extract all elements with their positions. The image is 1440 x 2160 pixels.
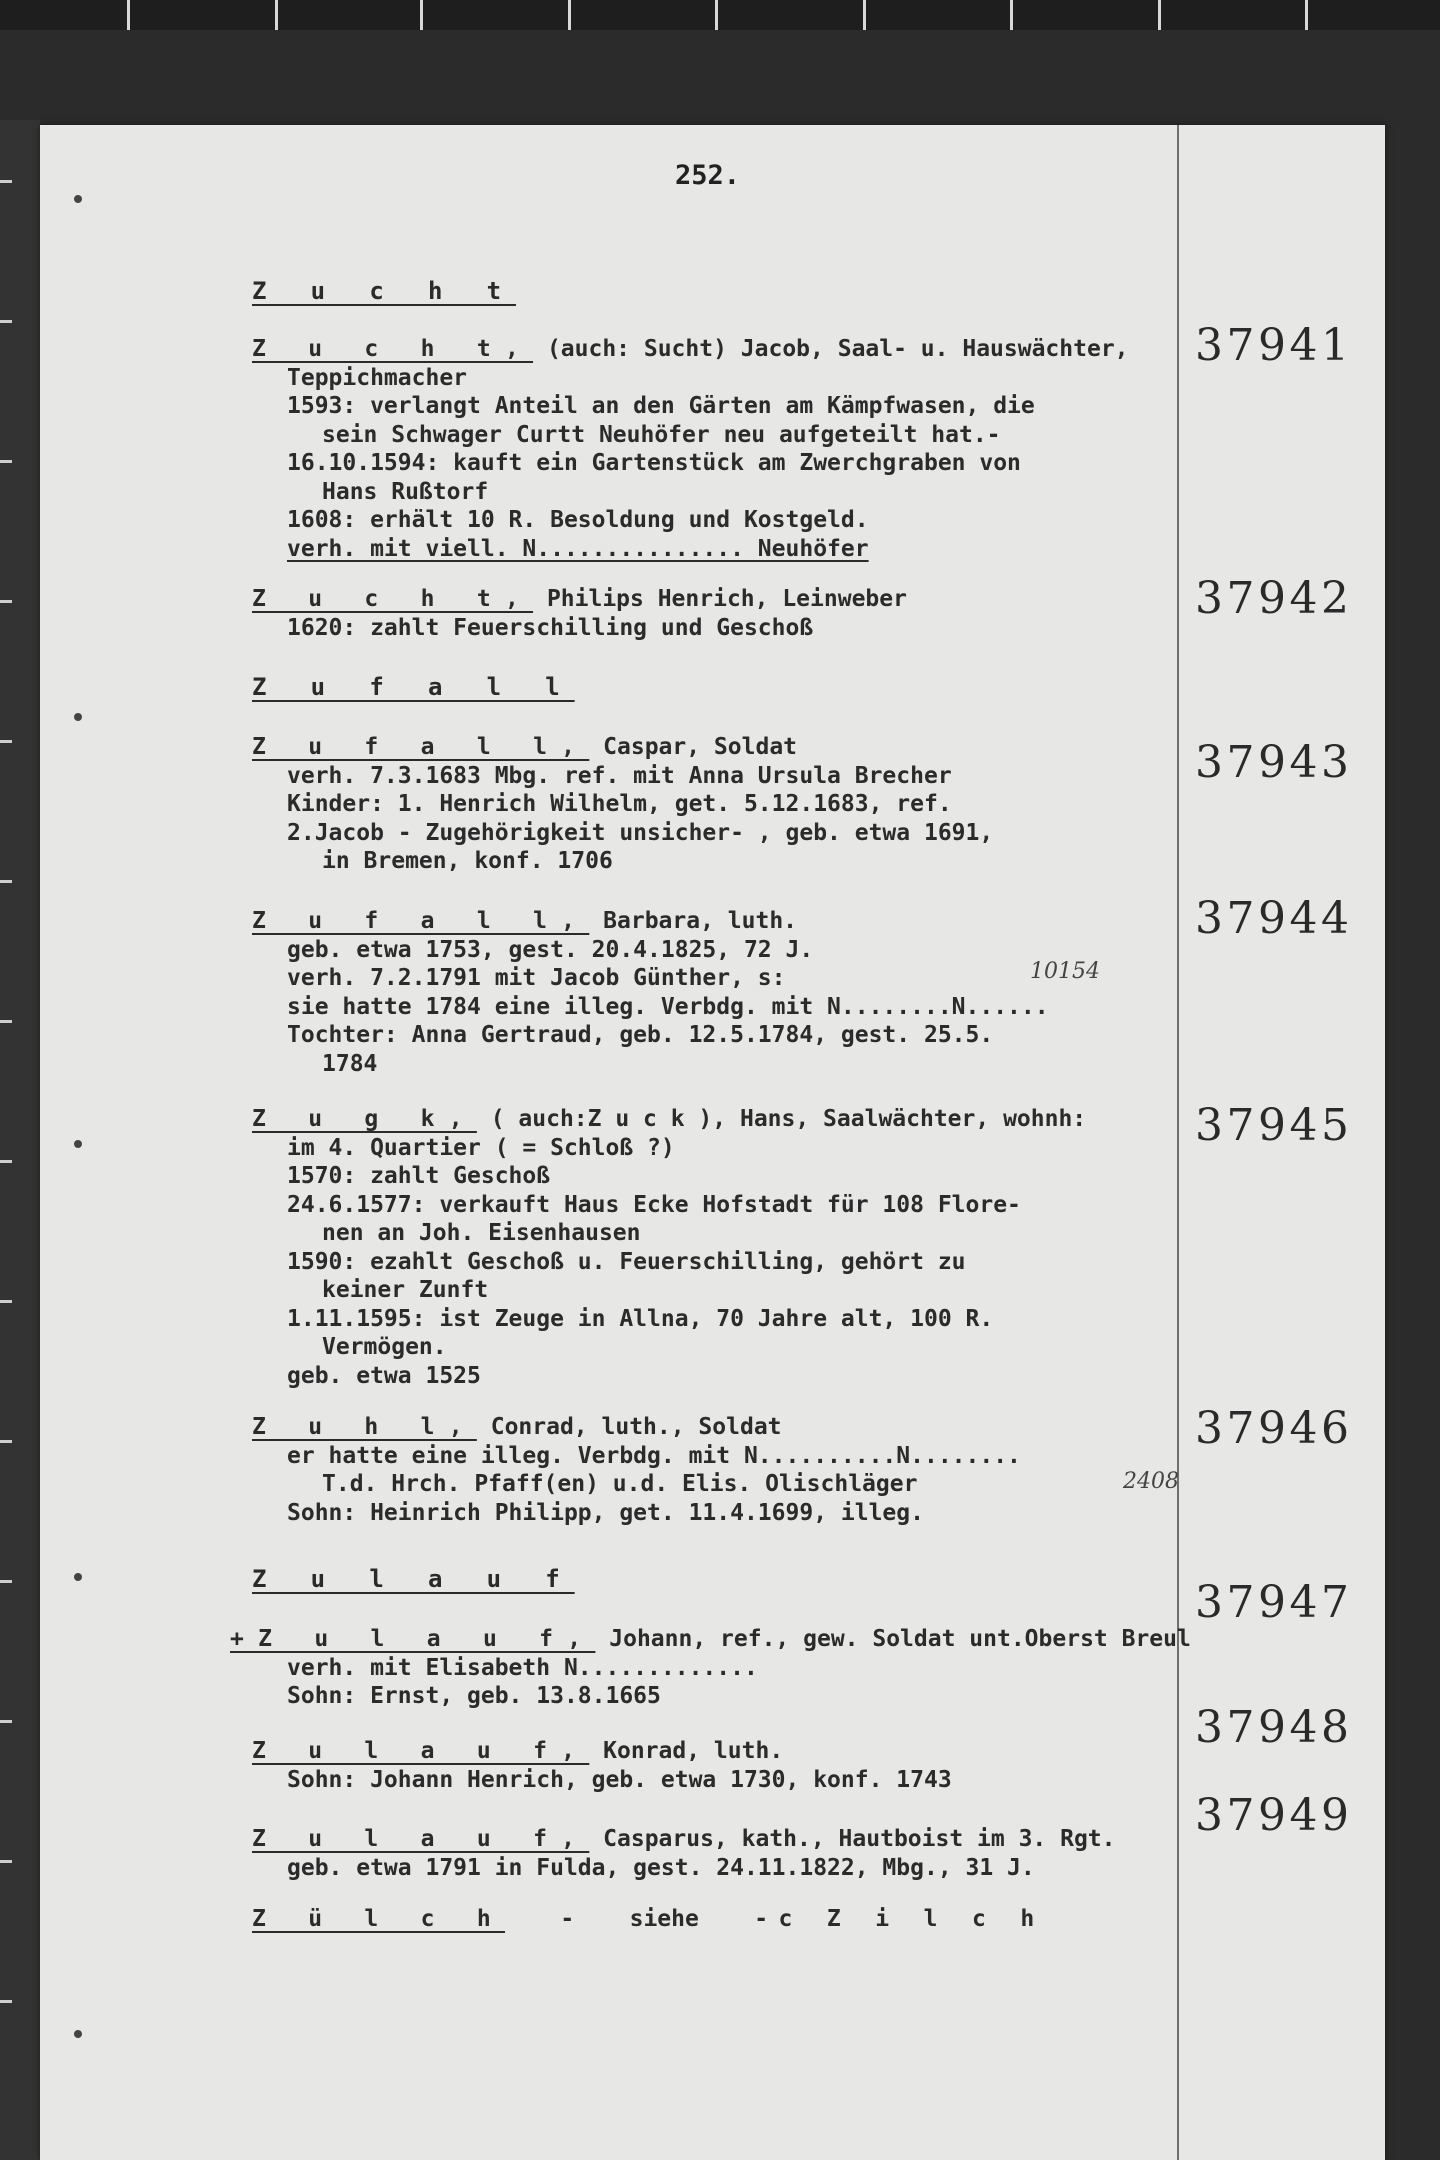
entry-line: geb. etwa 1791 in Fulda, gest. 24.11.1822, Mbg., 31 J. bbox=[287, 1854, 1035, 1881]
entry-name: Z u f a l l, bbox=[252, 734, 590, 760]
entry-line: Konrad, luth. bbox=[603, 1738, 784, 1764]
entry-line: Conrad, luth., Soldat bbox=[490, 1414, 782, 1440]
film-top-strip bbox=[0, 0, 1440, 30]
entry-37947 bbox=[230, 1625, 1230, 1711]
entry-line: geb. etwa 1525 bbox=[287, 1362, 481, 1389]
entry-line: ( auch:Z u c k ), Hans, Saalwächter, wohnh: bbox=[490, 1106, 1087, 1132]
entry-37942 bbox=[252, 585, 1252, 642]
entry-line: 1590: ezahlt Geschoß u. Feuerschilling, gehört zu bbox=[287, 1248, 966, 1275]
entry-line: 24.6.1577: verkauft Haus Ecke Hofstadt für 108 Flore- bbox=[287, 1191, 1021, 1218]
see-also-line bbox=[252, 1905, 1252, 1934]
entry-number: 37948 bbox=[1195, 1702, 1353, 1753]
entry-name: Z u g k, bbox=[252, 1106, 477, 1132]
film-mark bbox=[0, 1440, 12, 1443]
entry-line: 1.11.1595: ist Zeuge in Allna, 70 Jahre alt, 100 R. bbox=[287, 1305, 994, 1332]
entry-number: 37942 bbox=[1195, 573, 1353, 624]
entry-number: 37949 bbox=[1195, 1790, 1353, 1841]
entry-number: 37945 bbox=[1195, 1100, 1353, 1151]
entry-line: verh. 7.2.1791 mit Jacob Günther, s: bbox=[287, 965, 786, 991]
see-also-name: Z ü l c h bbox=[252, 1906, 505, 1932]
film-left-edge bbox=[0, 120, 40, 2160]
film-tick bbox=[127, 0, 130, 30]
entry-number: 37941 bbox=[1195, 320, 1353, 371]
entry-line: Philips Henrich, Leinweber bbox=[546, 586, 907, 612]
handwritten-annotation: 2408 bbox=[1123, 1469, 1179, 1494]
entry-line: Sohn: Ernst, geb. 13.8.1665 bbox=[287, 1683, 661, 1709]
entry-37949 bbox=[252, 1825, 1252, 1882]
entry-line: 1608: erhält 10 R. Besoldung und Kostgeld. bbox=[287, 507, 869, 533]
entry-37946 bbox=[252, 1413, 1252, 1527]
film-mark bbox=[0, 1020, 12, 1023]
entry-line: 2.Jacob - Zugehörigkeit unsicher- , geb. etwa 1691, bbox=[287, 819, 994, 846]
film-tick bbox=[715, 0, 718, 30]
entry-number: 37943 bbox=[1195, 737, 1353, 788]
punch-hole bbox=[74, 713, 82, 721]
film-mark bbox=[0, 1300, 12, 1303]
section-header: Z u c h t bbox=[252, 277, 516, 305]
entry-line: geb. etwa 1753, gest. 20.4.1825, 72 J. bbox=[287, 936, 814, 963]
film-tick bbox=[1010, 0, 1013, 30]
entry-line: Hans Rußtorf bbox=[322, 478, 489, 505]
entry-line: Sohn: Heinrich Philipp, get. 11.4.1699, illeg. bbox=[287, 1499, 924, 1526]
entry-number: 37946 bbox=[1195, 1403, 1353, 1454]
see-also-word: siehe bbox=[629, 1906, 699, 1932]
entry-line: Sohn: Johann Henrich, geb. etwa 1730, konf. 1743 bbox=[287, 1766, 952, 1793]
entry-line: sein Schwager Curtt Neuhöfer neu aufgeteilt hat.- bbox=[322, 421, 1001, 448]
page-number: 252. bbox=[675, 160, 741, 191]
punch-hole bbox=[74, 195, 82, 203]
entry-line: verh. mit viell. N............... Neuhöfer bbox=[287, 535, 869, 562]
entry-line: er hatte eine illeg. Verbdg. mit N..........N........ bbox=[287, 1442, 1021, 1469]
entry-line: nen an Joh. Eisenhausen bbox=[322, 1220, 641, 1246]
see-also-target: -c Z i l c h bbox=[754, 1906, 1045, 1932]
entry-line: im 4. Quartier ( = Schloß ?) bbox=[287, 1134, 675, 1161]
film-mark bbox=[0, 320, 12, 323]
entry-line: T.d. Hrch. Pfaff(en) u.d. Elis. Olischläger bbox=[322, 1471, 918, 1497]
entry-line: 1593: verlangt Anteil an den Gärten am Kämpfwasen, die bbox=[287, 393, 1035, 419]
entry-line: 16.10.1594: kauft ein Gartenstück am Zwerchgraben von bbox=[287, 450, 1021, 476]
document-page bbox=[40, 125, 1385, 2160]
entry-name: Z u c h t, bbox=[252, 336, 534, 362]
handwritten-annotation: 10154 bbox=[1030, 959, 1100, 984]
entry-line: in Bremen, konf. 1706 bbox=[322, 848, 613, 874]
film-mark bbox=[0, 180, 12, 183]
entry-line: keiner Zunft bbox=[322, 1277, 489, 1303]
film-tick bbox=[1158, 0, 1161, 30]
film-mark bbox=[0, 1720, 12, 1723]
entry-line: Kinder: 1. Henrich Wilhelm, get. 5.12.1683, ref. bbox=[287, 791, 952, 817]
punch-hole bbox=[74, 1140, 82, 1148]
film-tick bbox=[1305, 0, 1308, 30]
entry-line: Vermögen. bbox=[322, 1334, 447, 1360]
see-also-dash: - bbox=[560, 1906, 575, 1932]
entry-name: Z u c h t, bbox=[252, 586, 534, 612]
entry-line: Tochter: Anna Gertraud, geb. 12.5.1784, gest. 25.5. bbox=[287, 1022, 994, 1048]
entry-line: 1784 bbox=[322, 1050, 378, 1077]
entry-name: +Z u l a u f, bbox=[230, 1626, 596, 1652]
entry-37945 bbox=[252, 1105, 1252, 1390]
film-mark bbox=[0, 1160, 12, 1163]
film-mark bbox=[0, 1860, 12, 1863]
entry-line: verh. mit Elisabeth N............. bbox=[287, 1654, 758, 1681]
section-header: Z u f a l l bbox=[252, 673, 575, 701]
film-mark bbox=[0, 460, 12, 463]
entry-line: 1620: zahlt Feuerschilling und Geschoß bbox=[287, 614, 814, 641]
entry-name: Z u l a u f, bbox=[252, 1826, 590, 1852]
film-tick bbox=[863, 0, 866, 30]
entry-line: Caspar, Soldat bbox=[603, 734, 798, 760]
entry-line: sie hatte 1784 eine illeg. Verbdg. mit N........N...... bbox=[287, 993, 1049, 1020]
film-mark bbox=[0, 880, 12, 883]
entry-37948 bbox=[252, 1737, 1252, 1794]
entry-line: 1570: zahlt Geschoß bbox=[287, 1163, 551, 1189]
entry-line: Johann, ref., gew. Soldat unt.Oberst Breul bbox=[609, 1626, 1191, 1652]
film-tick bbox=[420, 0, 423, 30]
film-mark bbox=[0, 600, 12, 603]
entry-37943 bbox=[252, 733, 1252, 876]
entry-name: Z u h l, bbox=[252, 1414, 477, 1440]
entry-line: verh. 7.3.1683 Mbg. ref. mit Anna Ursula Brecher bbox=[287, 762, 952, 789]
entry-37941 bbox=[252, 335, 1252, 563]
entry-name: Z u f a l l, bbox=[252, 908, 590, 934]
entry-line: Barbara, luth. bbox=[603, 908, 798, 934]
film-tick bbox=[568, 0, 571, 30]
film-mark bbox=[0, 740, 12, 743]
entry-number: 37944 bbox=[1195, 893, 1353, 944]
punch-hole bbox=[74, 1573, 82, 1581]
film-mark bbox=[0, 1580, 12, 1583]
entry-name: Z u l a u f, bbox=[252, 1738, 590, 1764]
entry-37944 bbox=[252, 907, 1252, 1078]
punch-hole bbox=[74, 2030, 82, 2038]
entry-line: (auch: Sucht) Jacob, Saal- u. Hauswächter, bbox=[546, 336, 1129, 362]
entry-line: Teppichmacher bbox=[287, 364, 468, 391]
entry-line: Casparus, kath., Hautboist im 3. Rgt. bbox=[603, 1826, 1116, 1852]
film-tick bbox=[275, 0, 278, 30]
section-header: Z u l a u f bbox=[252, 1565, 575, 1593]
film-mark bbox=[0, 2000, 12, 2003]
entry-number: 37947 bbox=[1195, 1577, 1353, 1628]
